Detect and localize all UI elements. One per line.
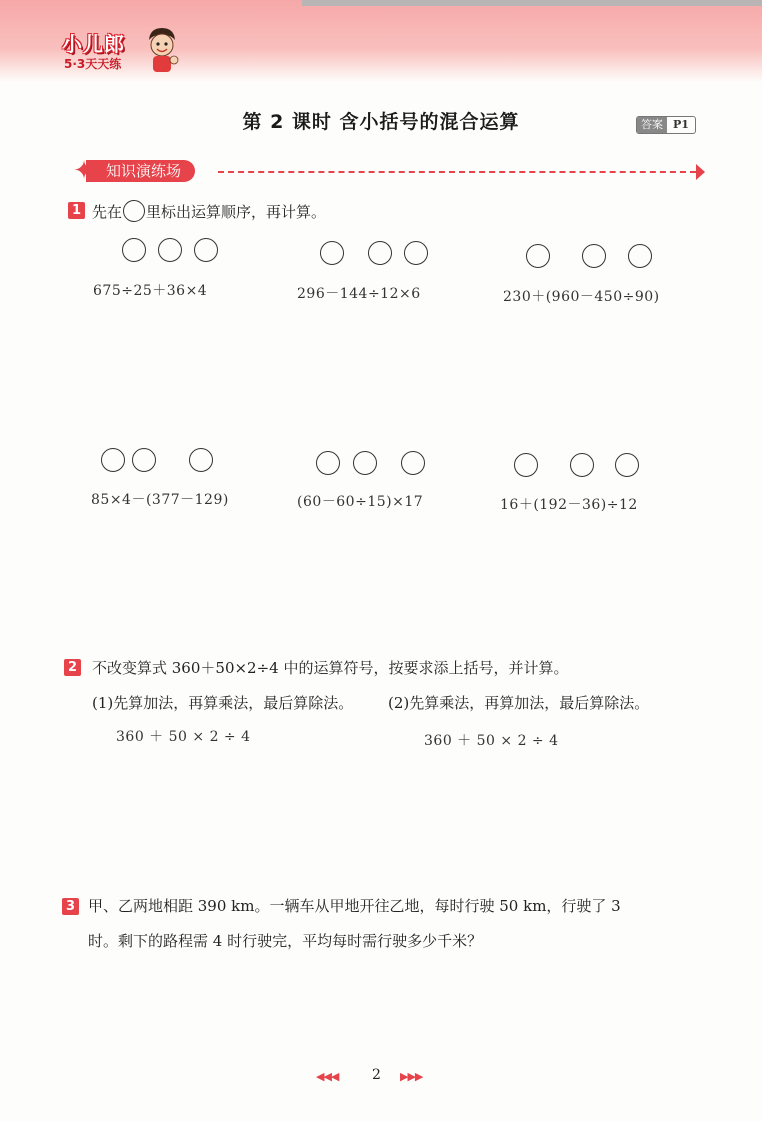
prev-page-arrows[interactable]: ◀◀◀ (316, 1070, 339, 1083)
question-2-part-1: (1)先算加法，再算乘法，最后算除法。 (92, 694, 354, 712)
page-number: 2 (372, 1067, 381, 1083)
section-banner (68, 158, 708, 186)
order-circle[interactable] (316, 451, 340, 475)
q1-expression: 230＋(960－450÷90) (503, 289, 660, 305)
order-circle[interactable] (628, 244, 652, 268)
question-3-line-2: 时。剩下的路程需 4 时行驶完，平均每时需行驶多少千米？ (88, 932, 483, 950)
question-2-part-2: (2)先算乘法，再算加法，最后算除法。 (388, 694, 650, 712)
order-circle[interactable] (194, 238, 218, 262)
order-circle[interactable] (353, 451, 377, 475)
q1-expression: 675÷25＋36×4 (93, 283, 208, 299)
brand-name: 小儿郎 (62, 32, 125, 56)
order-circle[interactable] (101, 448, 125, 472)
question-3-line-1: 甲、乙两地相距 390 km。一辆车从甲地开往乙地，每时行驶 50 km，行驶了 3 (88, 897, 621, 915)
order-circle[interactable] (526, 244, 550, 268)
question-2-number: 2 (64, 659, 81, 676)
order-circle[interactable] (570, 453, 594, 477)
order-circle[interactable] (132, 448, 156, 472)
q1-expression: 296－144÷12×6 (297, 286, 421, 302)
header-top-strip (302, 0, 762, 6)
brand-logo (62, 28, 212, 78)
order-circle[interactable] (368, 241, 392, 265)
question-1-prompt (92, 200, 326, 222)
order-circle[interactable] (158, 238, 182, 262)
inline-circle-icon (123, 200, 145, 222)
question-3-number: 3 (62, 898, 79, 915)
answer-page: P1 (673, 118, 689, 131)
lesson-title: 第 2 课时 含小括号的混合运算 (242, 111, 520, 133)
order-circle[interactable] (615, 453, 639, 477)
order-circle[interactable] (320, 241, 344, 265)
mascot-icon (144, 26, 180, 74)
star-icon: ✦ (73, 156, 95, 186)
order-circle[interactable] (189, 448, 213, 472)
question-2-prompt: 不改变算式 360＋50×2÷4 中的运算符号，按要求添上括号，并计算。 (92, 659, 569, 677)
q2-expression-1: 360 ＋ 50 × 2 ÷ 4 (116, 729, 251, 745)
q1-expression: 85×4－(377－129) (91, 492, 229, 508)
q1-expression: (60－60÷15)×17 (297, 494, 424, 510)
answer-label: 答案 (637, 117, 667, 133)
answer-reference (636, 116, 696, 134)
section-title: 知识演练场 (86, 160, 195, 182)
question-1-number: 1 (68, 202, 85, 219)
order-circle[interactable] (401, 451, 425, 475)
banner-dashed-line (218, 171, 696, 173)
q1-expression: 16＋(192－36)÷12 (500, 497, 638, 513)
arrow-icon (696, 164, 705, 180)
next-page-arrows[interactable]: ▶▶▶ (400, 1070, 423, 1083)
q2-expression-2: 360 ＋ 50 × 2 ÷ 4 (424, 733, 559, 749)
brand-subtitle: 5·3天天练 (64, 57, 122, 71)
order-circle[interactable] (582, 244, 606, 268)
q1-prompt-after: 里标出运算顺序，再计算。 (146, 203, 327, 221)
q1-prompt-before: 先在 (92, 203, 123, 221)
order-circle[interactable] (514, 453, 538, 477)
order-circle[interactable] (404, 241, 428, 265)
order-circle[interactable] (122, 238, 146, 262)
